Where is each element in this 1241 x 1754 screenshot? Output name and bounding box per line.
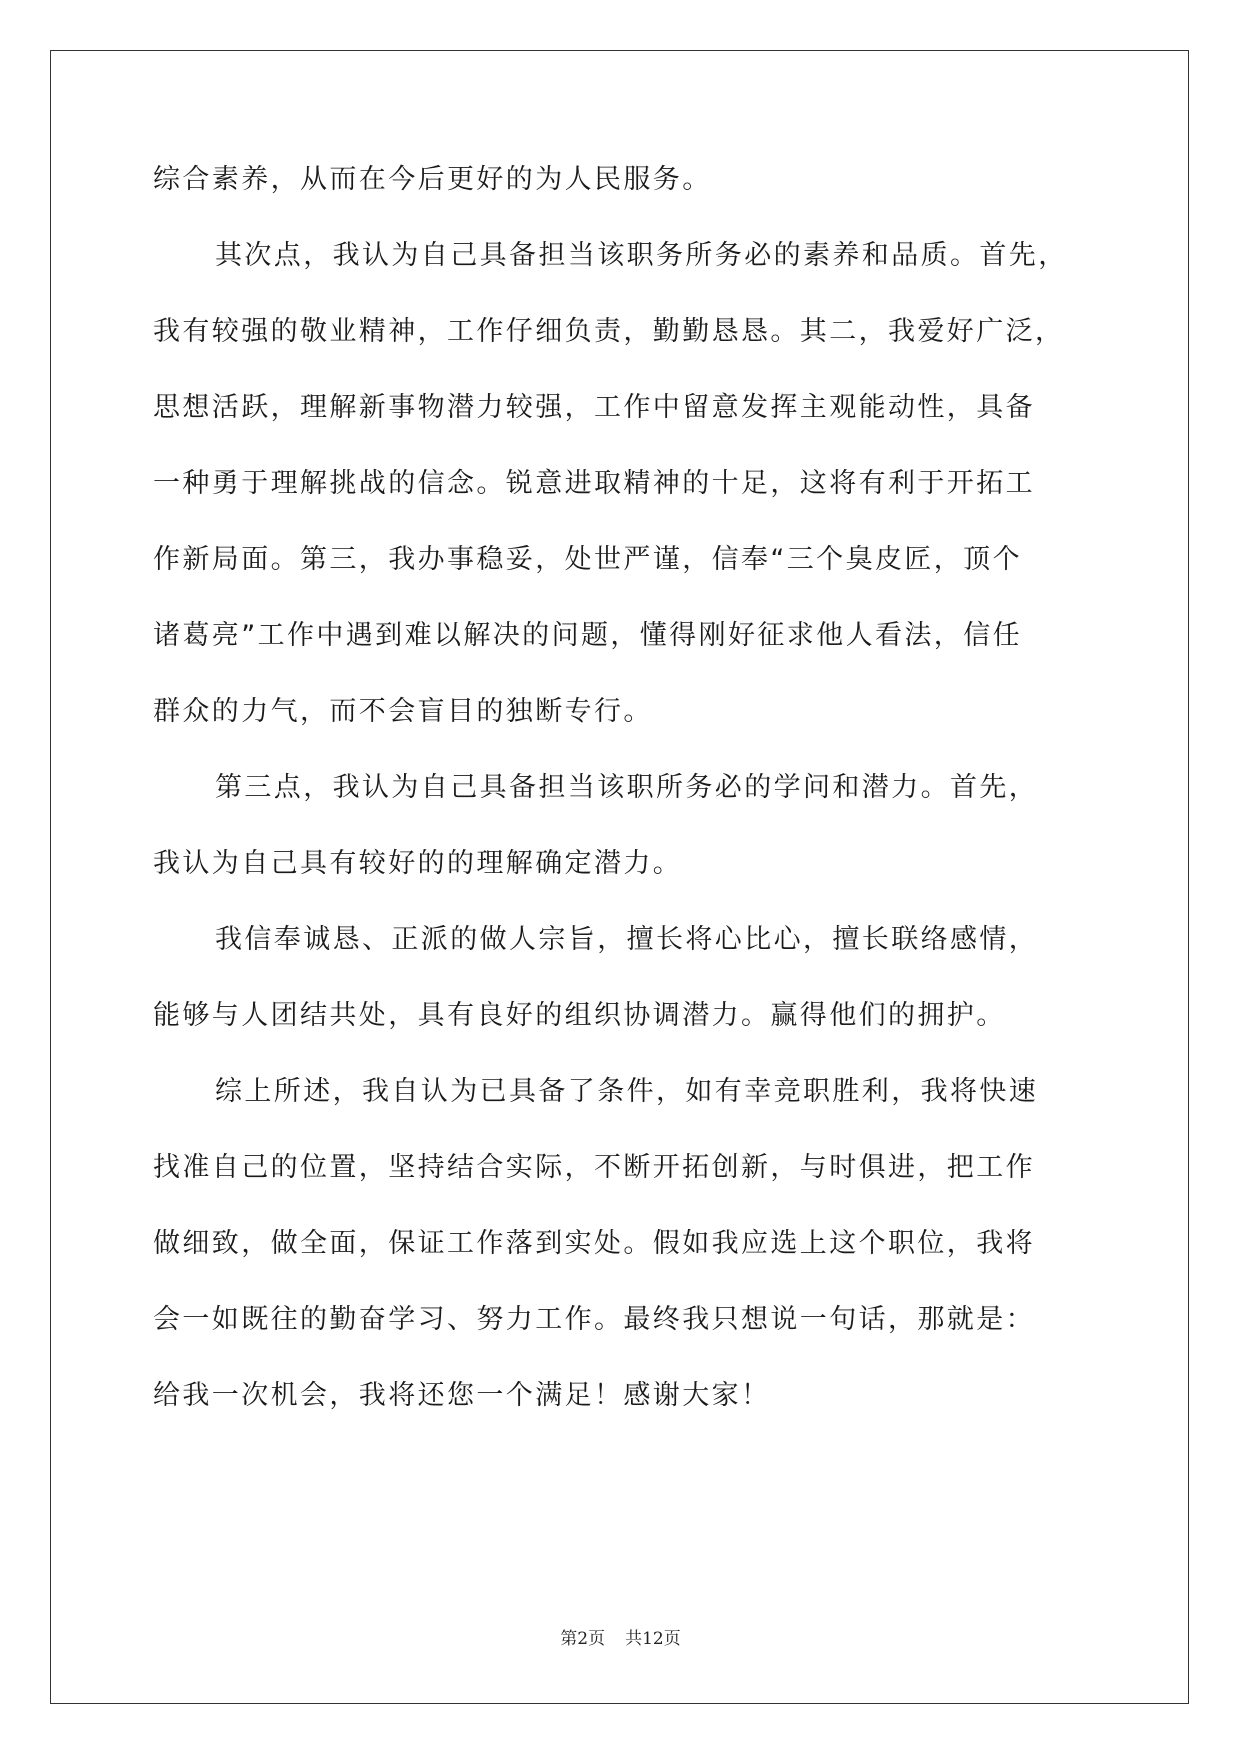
text-line: 做细致，做全面，保证工作落到实处。假如我应选上这个职位，我将 <box>153 1228 1035 1259</box>
text-line: 群众的力气，而不会盲目的独断专行。 <box>153 696 653 727</box>
text-line: 一种勇于理解挑战的信念。锐意进取精神的十足，这将有利于开拓工 <box>153 468 1035 499</box>
page-total: 共12页 <box>625 1629 681 1649</box>
text-line: 我有较强的敬业精神，工作仔细负责，勤勤恳恳。其二，我爱好广泛， <box>153 316 1065 347</box>
text-line: 其次点，我认为自己具备担当该职务所务必的素养和品质。首先， <box>215 240 1068 271</box>
text-line: 找准自己的位置，坚持结合实际，不断开拓创新，与时俱进，把工作 <box>153 1152 1035 1183</box>
text-line: 给我一次机会，我将还您一个满足！感谢大家！ <box>153 1380 771 1411</box>
text-line: 第三点，我认为自己具备担当该职所务必的学问和潜力。首先， <box>215 772 1039 803</box>
text-line: 综上所述，我自认为已具备了条件，如有幸竞职胜利，我将快速 <box>215 1076 1039 1107</box>
text-line: 会一如既往的勤奋学习、努力工作。最终我只想说一句话，那就是： <box>153 1304 1035 1335</box>
text-line: 综合素养，从而在今后更好的为人民服务。 <box>153 164 712 195</box>
text-line: 诸葛亮”工作中遇到难以解决的问题，懂得刚好征求他人看法，信任 <box>153 620 1022 651</box>
text-line: 我认为自己具有较好的的理解确定潜力。 <box>153 848 683 879</box>
page-footer <box>0 1624 1241 1649</box>
page-number: 第2页 <box>560 1629 606 1649</box>
text-line: 能够与人团结共处，具有良好的组织协调潜力。赢得他们的拥护。 <box>153 1000 1006 1031</box>
text-line: 我信奉诚恳、正派的做人宗旨，擅长将心比心，擅长联络感情， <box>215 924 1039 955</box>
text-line: 作新局面。第三，我办事稳妥，处世严谨，信奉“三个臭皮匠，顶个 <box>153 544 1022 575</box>
text-line: 思想活跃，理解新事物潜力较强，工作中留意发挥主观能动性，具备 <box>153 392 1035 423</box>
